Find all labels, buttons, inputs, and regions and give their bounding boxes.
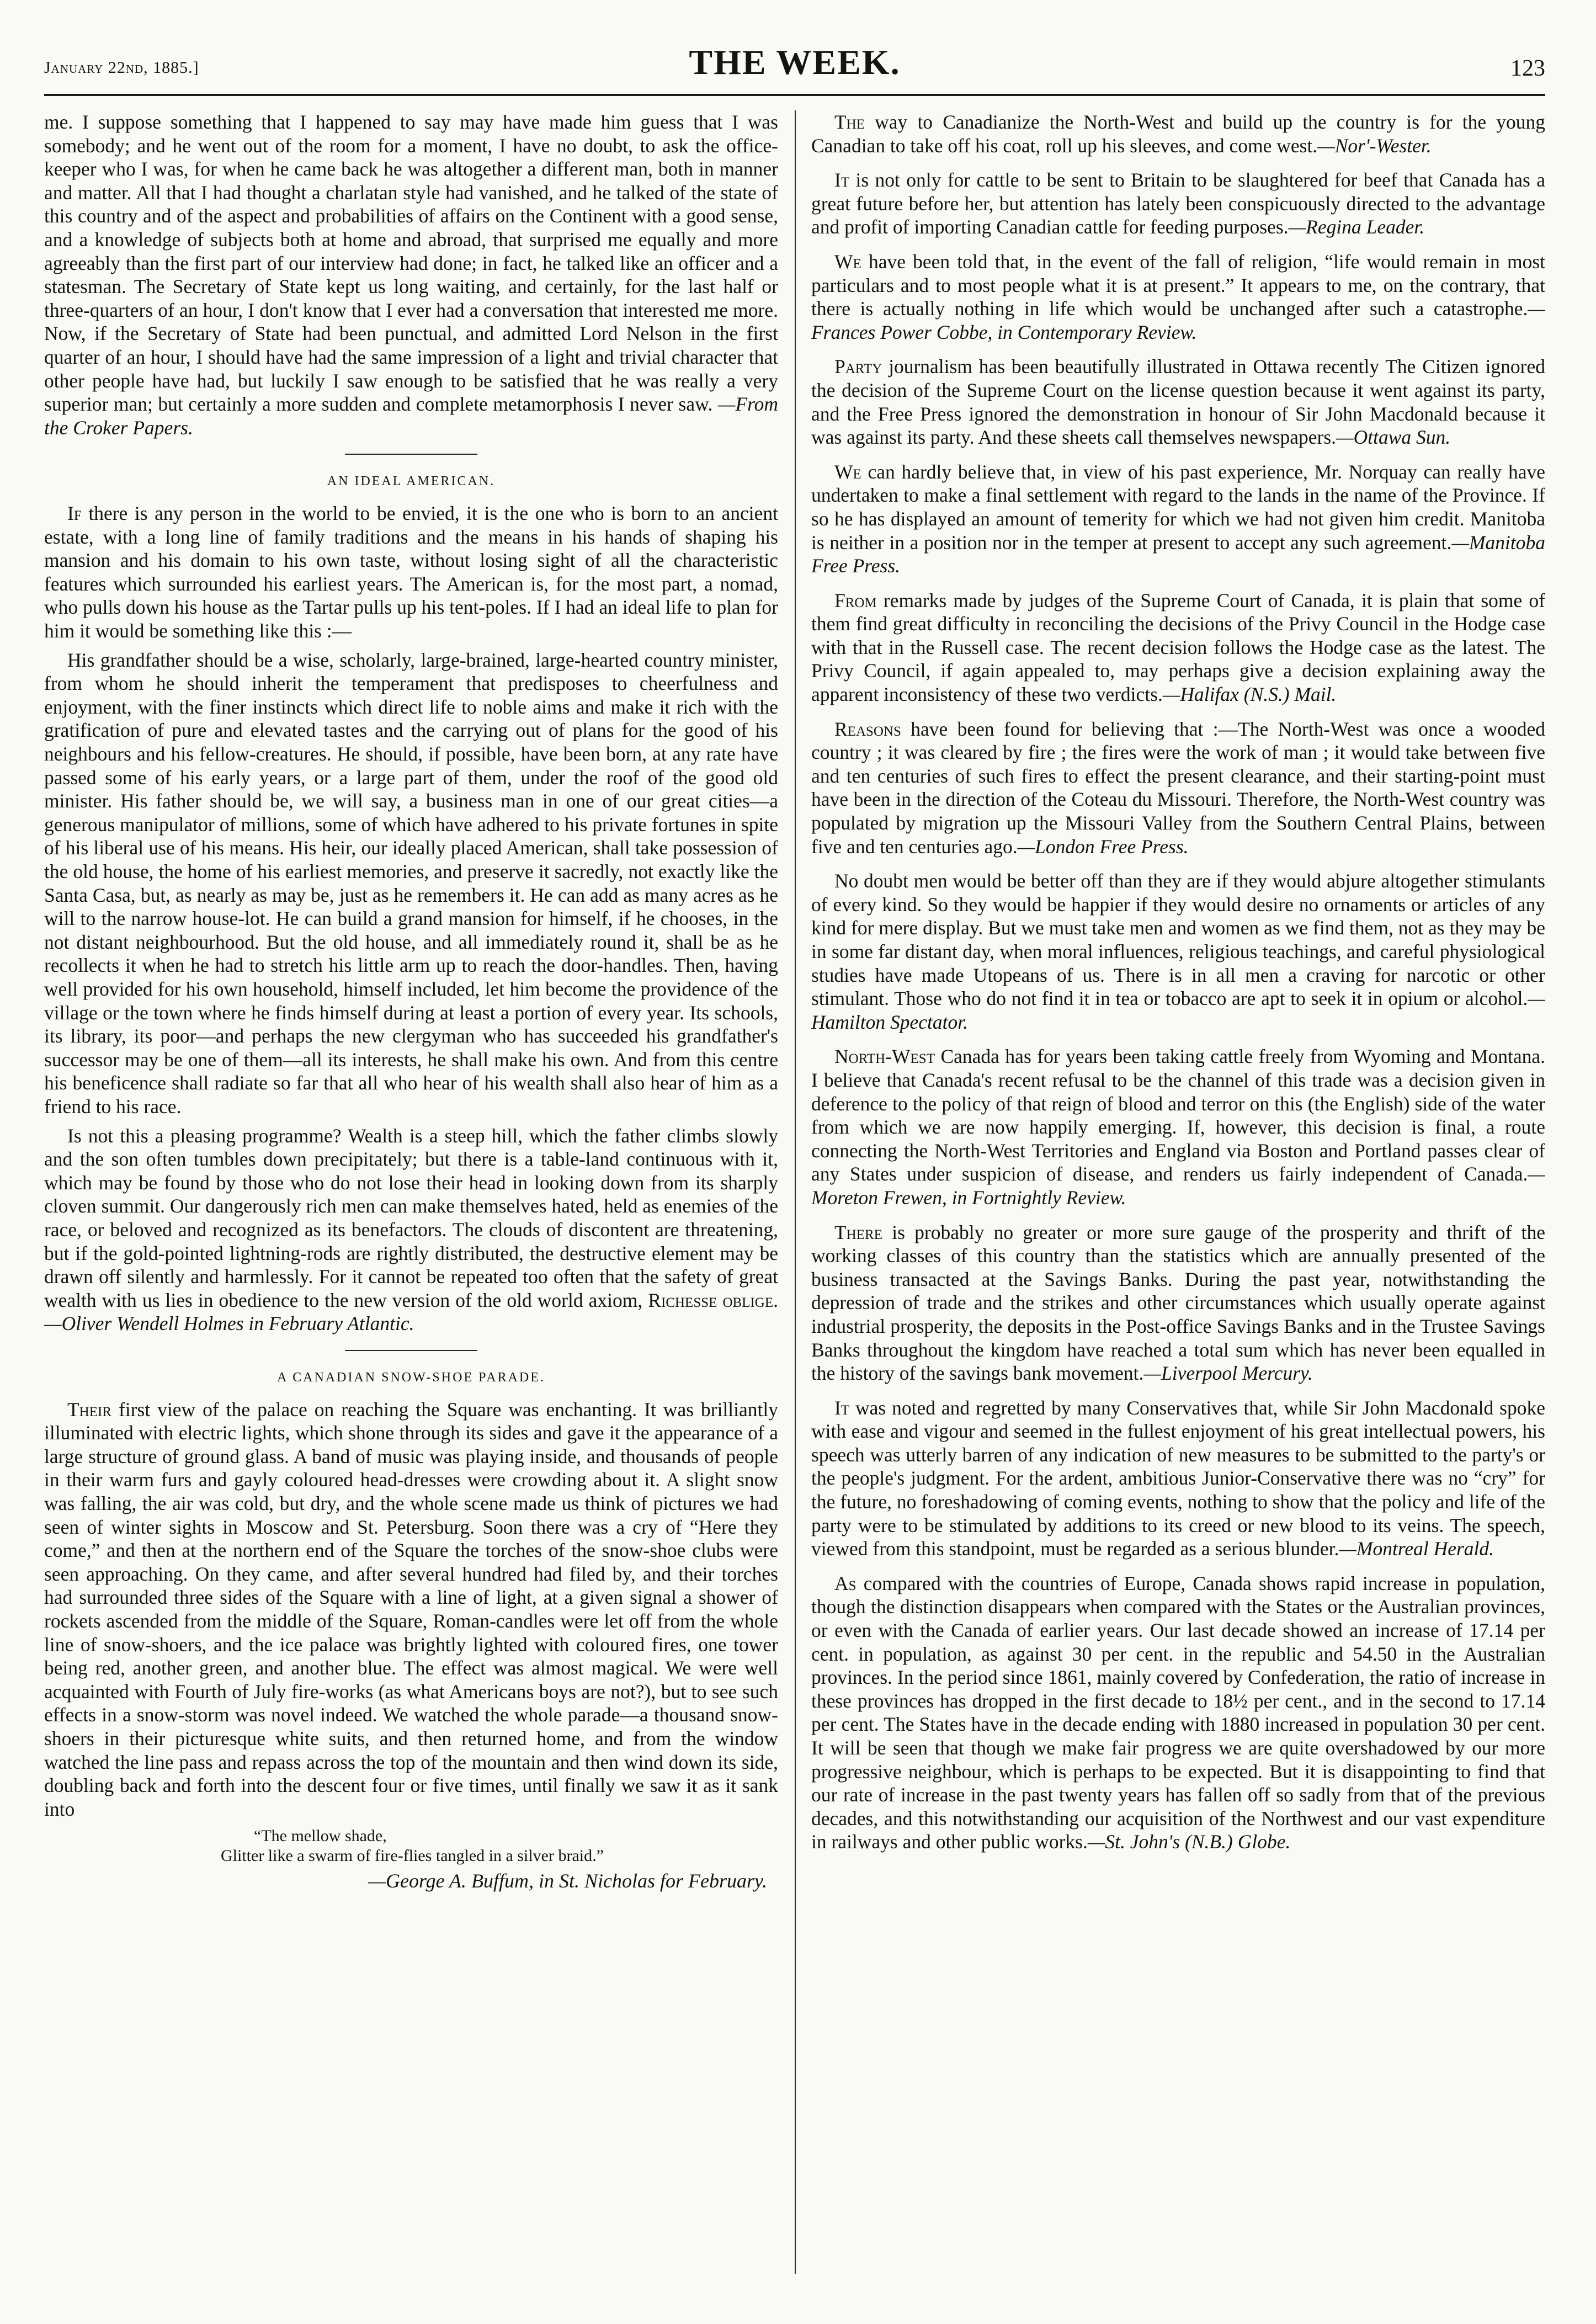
- article-paragraph: His grandfather should be a wise, scholarly, large-brained, large-hearted country minister, from whom he should inherit the temperament that predisposes to cheerfulness and enjoyment, with the finer instincts which direct life to noble aims and make it rich with the gratification of pure and elevated tastes and the carrying out of plans for the good of his neighbours and his fellow-creatures. He should, if possible, have been born, at any rate have passed some of his early years, or a large part of them, under the roof of the good old minister. His father should be, we will say, a business man in one of our great cities—a generous manipulator of millions, some of which have adhered to his private fortunes in spite of his liberal use of his means. His heir, our ideally placed American, shall take possession of the old house, the home of his earliest memories, and preserve it sacredly, not exactly like the Santa Casa, but, as nearly as may be, just as he remembers it. He can add as many acres as he will to the narrow house-lot. He can build a grand mansion for himself, if he chooses, in the not distant neighbourhood. But the old house, and all immediately round it, shall be as he recollects it when he had to stretch his little arm up to reach the door-handles. Then, having well provided for his own household, himself included, let him become the providence of the village or the town where he finds himself during at least a portion of every year. Its schools, its library, its poor—and perhaps the new clergyman who has succeeded his grandfather's successor may be one of them—all its interests, he shall make his own. And from this centre his beneficence shall radiate so far that all who hear of his wealth shall also hear of him as a friend to his race.: [44, 648, 778, 1118]
- masthead-title: THE WEEK.: [689, 42, 901, 82]
- source-credit: —Hamilton Spectator.: [811, 987, 1545, 1033]
- source-credit: —Oliver Wendell Holmes in February Atlantic.: [44, 1312, 414, 1335]
- news-item: As compared with the countries of Europe, Canada shows rapid increase in population, though the distinction disappears when compared with the States or the Australian provinces, or even with the Canada of earlier years. Our last decade showed an increase of 17.14 per cent. in population, as against 30 per cent. in the republic and 54.50 in the Australian provinces. In the period since 1861, mainly covered by Confederation, the ratio of increase in these provinces has dropped in the first decade to 18½ per cent., and in the second to 17.14 per cent. The States have in the decade ending with 1880 increased in population 30 per cent. It will be seen that though we make fair progress we are quite overshadowed by our more progressive neighbour, which is perhaps to be expected. But it is disappointing to find that our rate of increase in the past twenty years has fallen off so sadly from that of the previous decades, and this notwithstanding our acquisition of the Northwest and our vast expenditure in railways and other public works.—St. John's (N.B.) Globe.: [811, 1572, 1545, 1853]
- news-item: North-West Canada has for years been taking cattle freely from Wyoming and Montana. I believe that Canada's recent refusal to be the channel of this trade was a decision given in deference to the policy of that reign of blood and terror on this (the English) side of the water from which we are now happily emerging. If, however, this decision is final, a route connecting the North-West Territories and England via Boston and Portland passes clear of any States under suspicion of disease, and renders us fairly independent of Canada.—Moreton Frewen, in Fortnightly Review.: [811, 1045, 1545, 1209]
- article-paragraph: me. I suppose something that I happened to say may have made him guess that I was somebody; and he went out of the room for a moment, I have no doubt, to ask the office-keeper who I was, for when he came back he was altogether a different man, both in manner and matter. All that I had thought a charlatan style had vanished, and he talked of the state of this country and of the aspect and probabilities of affairs on the Continent with a good sense, and a knowledge of subjects both at home and abroad, that surprised me equally and more agreeably than the first part of our interview had done; in fact, he talked like an officer and a statesman. The Secretary of State kept us long waiting, and certainly, for the last half or three-quarters of an hour, I don't know that I ever had a conversation that interested me more. Now, if the Secretary of State had been punctual, and admitted Lord Nelson in the first quarter of an hour, I should have had the same impression of a light and trivial character that other people have had, but luckily I saw enough to be satisfied that he was really a very superior man; but certainly a more sudden and complete metamorphosis I never saw. —From the Croker Papers.: [44, 111, 778, 439]
- section-heading-snow-shoe-parade: A CANADIAN SNOW-SHOE PARADE.: [277, 1370, 545, 1385]
- source-credit: —Nor'-Wester.: [1317, 134, 1432, 157]
- source-credit: —Frances Power Cobbe, in Contemporary Review.: [811, 297, 1545, 343]
- source-credit: —Montreal Herald.: [1339, 1538, 1494, 1560]
- source-credit: —George A. Buffum, in St. Nicholas for February.: [368, 1870, 767, 1892]
- news-item: We have been told that, in the event of the fall of religion, “life would remain in most particulars and to most people what it is at present.” It appears to me, on the contrary, that there is actually nothing in life which would be unchanged after such a catastrophe.—Frances Power Cobbe, in Contemporary Review.: [811, 250, 1545, 343]
- section-rule: [345, 454, 477, 455]
- news-item: Reasons have been found for believing that :—The North-West was once a wooded country ; it was cleared by fire ; the fires were the work of man ; it would take between five and ten centuries of such fires to effect the present clearance, and their starting-point must have been in the direction of the Coteau du Missouri. Therefore, the North-West country was populated by migration up the Missouri Valley from the Southern Central Plains, between five and ten centuries ago.—London Free Press.: [811, 717, 1545, 858]
- source-credit: —London Free Press.: [1017, 835, 1189, 858]
- source-credit: —Manitoba Free Press.: [811, 531, 1545, 577]
- section-rule: [345, 1350, 477, 1351]
- source-credit: —Liverpool Mercury.: [1143, 1362, 1313, 1385]
- news-item: We can hardly believe that, in view of his past experience, Mr. Norquay can really have undertaken to make a final settlement with regard to the lands in the name of the Province. If so he has displayed an amount of temerity for which we had not given him credit. Manitoba is neither in a position nor in the temper at present to accept any such agreement.—Manitoba Free Press.: [811, 460, 1545, 577]
- article-paragraph: If there is any person in the world to be envied, it is the one who is born to an ancient estate, with a long line of family traditions and the means in his hands of shaping his mansion and his domain to his own taste, without losing sight of all the characteristic features which surrounded his earliest years. The American is, for the most part, a nomad, who pulls down his house as the Tartar pulls up his tent-poles. If I had an ideal life to plan for him it would be something like this :—: [44, 502, 778, 642]
- issue-date: January 22nd, 1885.]: [44, 59, 199, 77]
- column-divider: [795, 110, 796, 2274]
- verse-quotation: “The mellow shade, Glitter like a swarm of fire-flies tangled in a silver braid.” —George A. Buffum, in St. Nicholas for February.: [44, 1826, 778, 1893]
- source-credit: —From the Croker Papers.: [44, 393, 778, 439]
- article-paragraph: Their first view of the palace on reaching the Square was enchanting. It was brilliantly illuminated with electric lights, which shone through its sides and gave it the appearance of a large structure of ground glass. A band of music was playing inside, and thousands of people in their warm furs and gayly coloured head-dresses were crowding about it. A slight snow was falling, the air was cold, but dry, and the whole scene made us think of pictures we had seen of winter sights in Moscow and St. Petersburg. Soon there was a cry of “Here they come,” and then at the northern end of the Square the torches of the snow-shoe clubs were seen approaching. On they came, and after several hundred had filed by, and their torches had surrounded three sides of the Square with a line of light, at a given signal a shower of rockets ascended from the middle of the Square, Roman-candles were let off from the whole line of snow-shoers, and the ice palace was brightly lighted with coloured fires, one tower being red, another green, and another blue. The effect was almost magical. We were well acquainted with Fourth of July fire-works (as what Americans boys are not?), but to see such effects in a snow-storm was novel indeed. We watched the whole parade—a thousand snow-shoers in their picturesque white suits, and then returned home, and from the window watched the line pass and repass across the top of the mountain and then wind down its side, doubling back and forth into the descent four or five times, until finally we saw it as it sank into: [44, 1398, 778, 1820]
- source-credit: —Regina Leader.: [1288, 216, 1425, 238]
- news-item: From remarks made by judges of the Supreme Court of Canada, it is plain that some of them find great difficulty in reconciling the decisions of the Privy Council in the Hodge case with that in the Russell case. The recent decision follows the Hodge case as the latest. The Privy Council, if again appealed to, may perhaps give a decision explaining away the apparent inconsistency of these two verdicts.—Halifax (N.S.) Mail.: [811, 589, 1545, 706]
- source-credit: —Ottawa Sun.: [1336, 426, 1451, 449]
- right-column: [811, 110, 1545, 2307]
- page-header: [44, 34, 1545, 95]
- news-item: The way to Canadianize the North-West and build up the country is for the young Canadian to take off his coat, roll up his sleeves, and come west.—Nor'-Wester.: [811, 111, 1545, 157]
- page-number: 123: [1510, 56, 1545, 81]
- news-item: Party journalism has been beautifully illustrated in Ottawa recently The Citizen ignored the decision of the Supreme Court on the license question because it went against its party, and the Free Press ignored the demonstration in honour of Sir John Macdonald because it was against its party. And these sheets call themselves newspapers.—Ottawa Sun.: [811, 355, 1545, 449]
- article-paragraph: Is not this a pleasing programme? Wealth is a steep hill, which the father climbs slowly and the son often tumbles down precipitately; but there is a table-land continuous with it, which may be found by those who do not lose their head in looking down from its sharply cloven summit. Our dangerously rich men can make themselves hated, held as enemies of the race, or beloved and recognized as its benefactors. The clouds of discontent are threatening, but if the gold-pointed lightning-rods are rightly distributed, the destructive element may be drawn off silently and harmlessly. For it cannot be repeated too often that the safety of great wealth with us lies in obedience to the new version of the old world axiom, Richesse oblige.—Oliver Wendell Holmes in February Atlantic.: [44, 1124, 778, 1335]
- news-item: It is not only for cattle to be sent to Britain to be slaughtered for beef that Canada has a great future before her, but attention has lately been conspicuously directed to the advantage and profit of importing Canadian cattle for feeding purposes.—Regina Leader.: [811, 169, 1545, 238]
- news-item: No doubt men would be better off than they are if they would abjure altogether stimulants of every kind. So they would be happier if they would desire no ornaments or articles of any kind for mere display. But we must take men and women as we find them, not as they may be in some far distant day, when moral influences, religious teachings, and careful physiological studies have made Utopeans of us. There is in all men a craving for narcotic or other stimulant. Those who do not find it in tea or tobacco are apt to seek it in opium or alcohol.—Hamilton Spectator.: [811, 870, 1545, 1033]
- section-heading-ideal-american: AN IDEAL AMERICAN.: [327, 474, 496, 489]
- header-rule: [44, 94, 1545, 96]
- source-credit: —Halifax (N.S.) Mail.: [1162, 683, 1337, 706]
- left-column: [44, 110, 778, 2307]
- source-credit: —Moreton Frewen, in Fortnightly Review.: [811, 1163, 1545, 1209]
- source-credit: —St. John's (N.B.) Globe.: [1087, 1831, 1291, 1853]
- news-item: There is probably no greater or more sure gauge of the prosperity and thrift of the working classes of this country than the statistics which are annually presented of the business transacted at the Savings Banks. During the past year, notwithstanding the depression of trade and the strikes and other circumstances which usually operate against industrial prosperity, the deposits in the Post-office Savings Banks and in the Trustee Savings Banks throughout the kingdom have reached a total sum which has never been equalled in the history of the savings bank movement.—Liverpool Mercury.: [811, 1221, 1545, 1385]
- news-item: It was noted and regretted by many Conservatives that, while Sir John Macdonald spoke with ease and vigour and seemed in the fullest enjoyment of his great intellectual powers, his speech was utterly barren of any indication of new measures to be submitted to the party's or the people's judgment. For the ardent, ambitious Junior-Conservative there was no “cry” for the future, no foreshadowing of coming events, nothing to show that the policy and life of the party were to be stimulated by additions to its creed or new blood to its veins. The speech, viewed from this standpoint, must be regarded as a serious blunder.—Montreal Herald.: [811, 1396, 1545, 1560]
